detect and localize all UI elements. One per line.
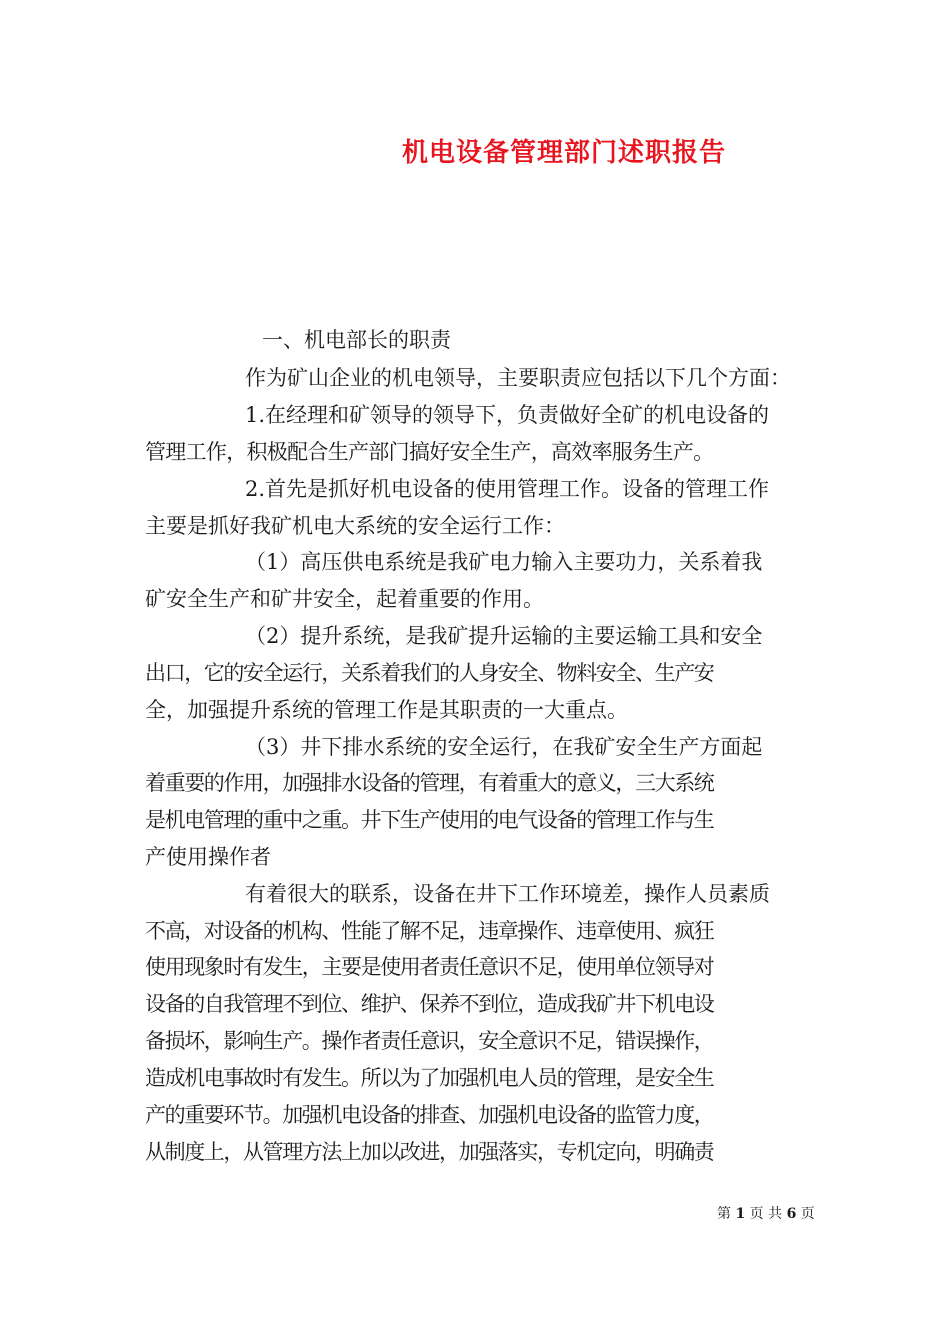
body-line: 着重要的作用，加强排水设备的管理，有着重大的意义，三大系统: [145, 771, 714, 795]
body-line: （1）高压供电系统是我矿电力输入主要功力，关系着我: [245, 550, 763, 574]
body-line: 有着很大的联系，设备在井下工作环境差，操作人员素质: [245, 882, 770, 906]
body-line: 管理工作，积极配合生产部门搞好安全生产，高效率服务生产。: [145, 440, 714, 464]
body-line: （2）提升系统，是我矿提升运输的主要运输工具和安全: [245, 624, 763, 648]
body-line: 矿安全生产和矿井安全，起着重要的作用。: [145, 587, 544, 611]
body-line: 产的重要环节。加强机电设备的排查、加强机电设备的监管力度，: [145, 1103, 714, 1127]
footer-suffix: 页: [800, 1206, 815, 1222]
section-heading: 一、机电部长的职责: [262, 328, 451, 352]
body-line: 作为矿山企业的机电领导，主要职责应包括以下几个方面：: [245, 366, 791, 390]
page-number-footer: [717, 1203, 815, 1223]
total-pages-number: 6: [786, 1206, 797, 1222]
body-line: 使用现象时有发生，主要是使用者责任意识不足，使用单位领导对: [145, 955, 714, 979]
body-line: 造成机电事故时有发生。所以为了加强机电人员的管理，是安全生: [145, 1066, 714, 1090]
body-line: 主要是抓好我矿机电大系统的安全运行工作：: [145, 514, 565, 538]
document-title: 机电设备管理部门述职报告: [401, 138, 726, 168]
footer-middle: 页 共: [749, 1206, 783, 1222]
body-line: 出口，它的安全运行，关系着我们的人身安全、物料安全、生产安: [145, 661, 714, 685]
body-line: 全，加强提升系统的管理工作是其职责的一大重点。: [145, 698, 628, 722]
body-line: 从制度上，从管理方法上加以改进，加强落实，专机定向，明确责: [145, 1140, 714, 1164]
body-line: 备损坏，影响生产。操作者责任意识，安全意识不足，错误操作，: [145, 1029, 714, 1053]
body-line: 设备的自我管理不到位、维护、保养不到位，造成我矿井下机电设: [145, 992, 714, 1016]
body-line: 不高，对设备的机构、性能了解不足，违章操作、违章使用、疯狂: [145, 919, 714, 943]
body-line: 1.在经理和矿领导的领导下，负责做好全矿的机电设备的: [245, 403, 770, 427]
footer-prefix: 第: [717, 1206, 731, 1222]
current-page-number: 1: [735, 1206, 746, 1222]
body-line: 是机电管理的重中之重。井下生产使用的电气设备的管理工作与生: [145, 808, 714, 832]
body-line: 2.首先是抓好机电设备的使用管理工作。设备的管理工作: [245, 477, 770, 501]
body-line: （3）井下排水系统的安全运行，在我矿安全生产方面起: [245, 735, 763, 759]
body-line: 产使用操作者: [145, 845, 271, 869]
